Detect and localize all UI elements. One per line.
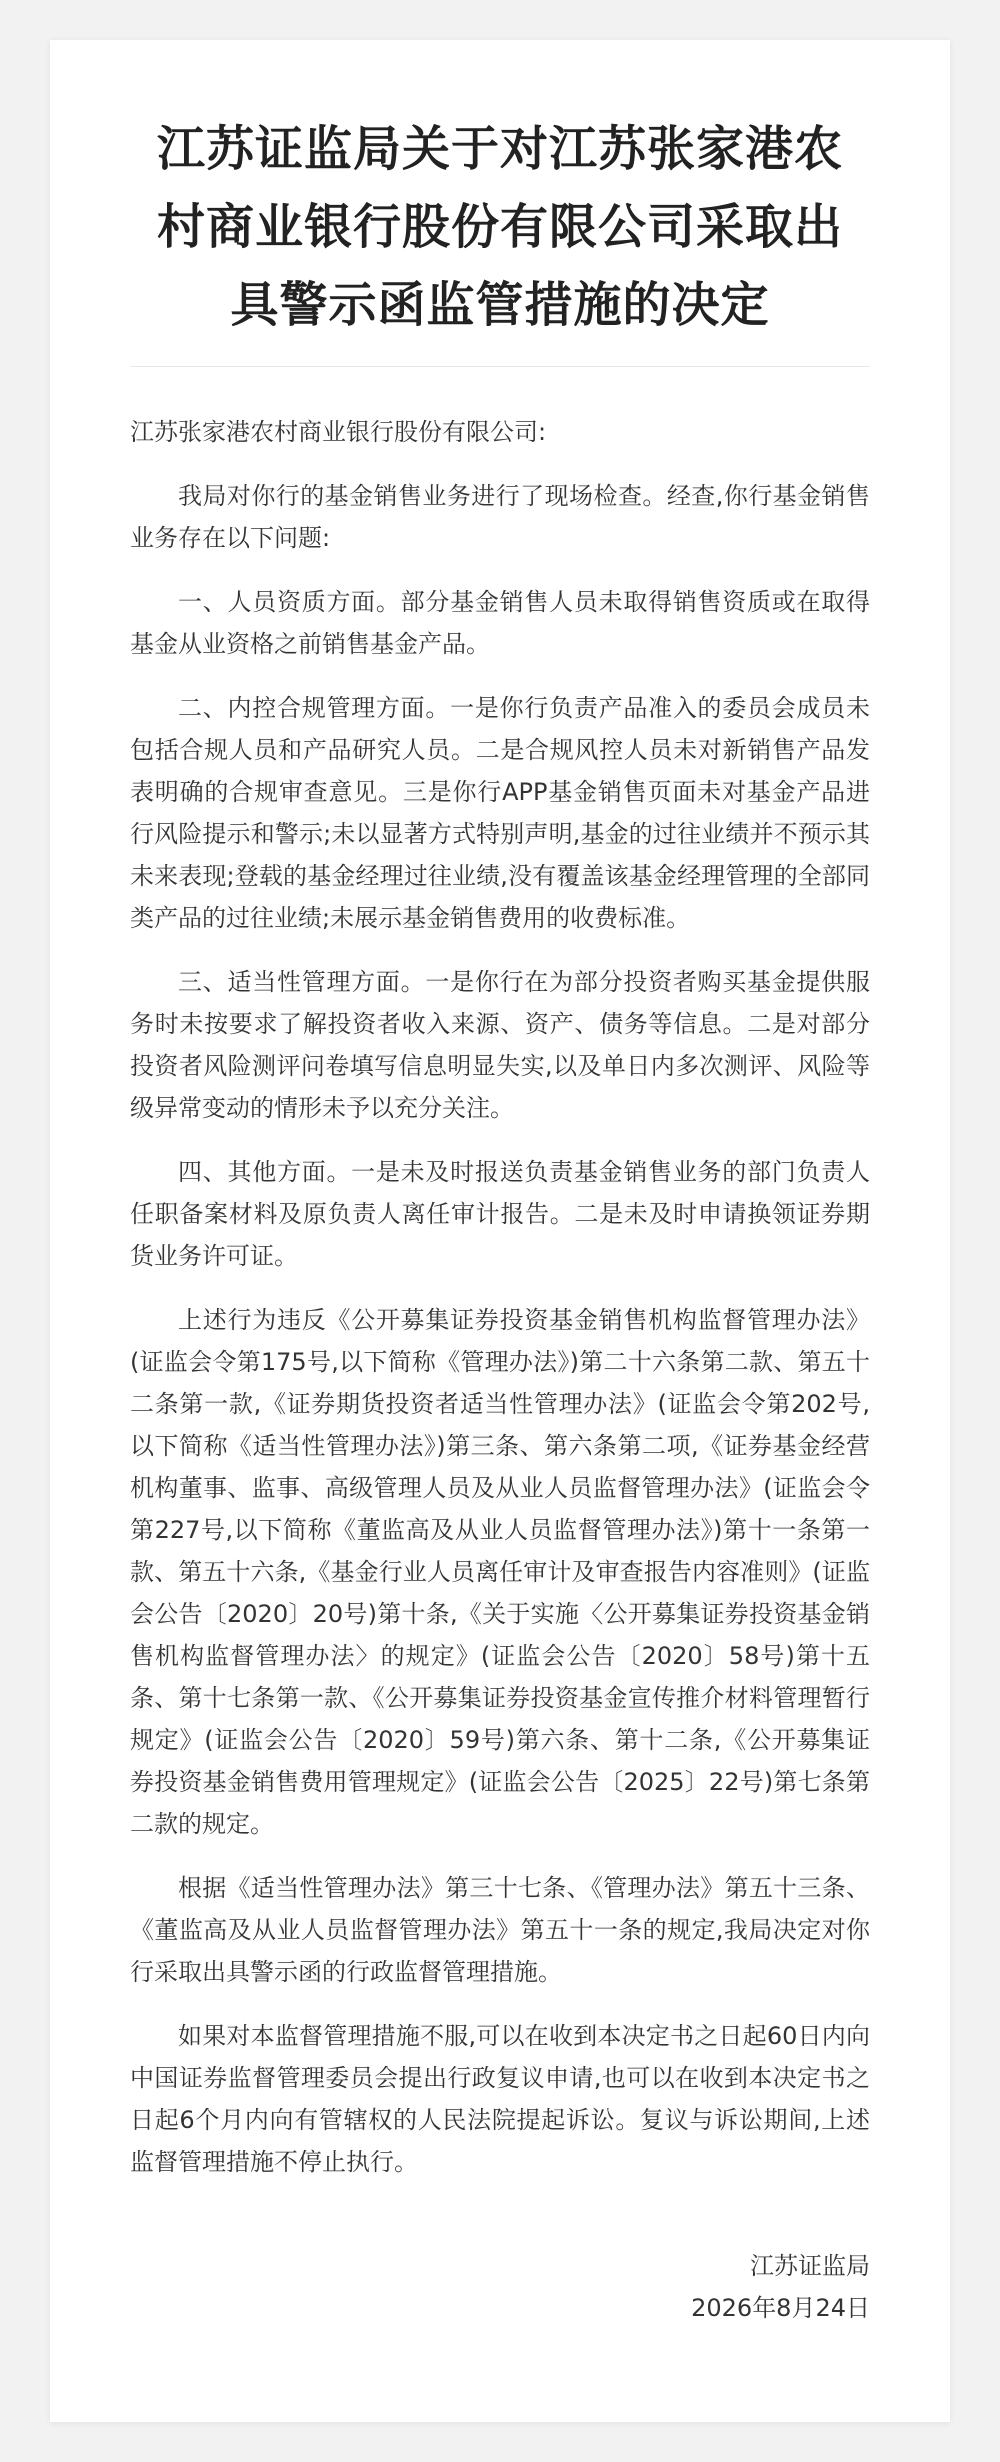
paragraph-intro: 我局对你行的基金销售业务进行了现场检查。经查,你行基金销售业务存在以下问题:	[130, 482, 870, 552]
issue-date: 2026年8月24日	[691, 2294, 870, 2322]
document-title: 江苏证监局关于对江苏张家港农村商业银行股份有限公司采取出具警示函监管措施的决定	[156, 121, 843, 333]
paragraph-decision: 根据《适当性管理办法》第三十七条、《管理办法》第五十三条、《董监高及从业人员监督管理办法》第五十一条的规定,我局决定对你行采取出具警示函的行政监督管理措施。	[130, 1874, 870, 1986]
paragraph-issue-qualification: 一、人员资质方面。部分基金销售人员未取得销售资质或在取得基金从业资格之前销售基金产品。	[130, 588, 870, 658]
paragraph-issue-compliance: 二、内控合规管理方面。一是你行负责产品准入的委员会成员未包括合规人员和产品研究人员。二是合规风控人员未对新销售产品发表明确的合规审查意见。三是你行APP基金销售页面未对基金产品进行风险提示和警示;未以显著方式特别声明,基金的过往业绩并不预示其未来表现;登载的基金经理过往业绩,没有覆盖该基金经理管理的全部同类产品的过往业绩;未展示基金销售费用的收费标准。	[130, 694, 870, 932]
issuer-name: 江苏证监局	[750, 2252, 870, 2280]
signature-block	[130, 2245, 870, 2329]
title-divider	[130, 366, 870, 367]
paragraph-issue-other: 四、其他方面。一是未及时报送负责基金销售业务的部门负责人任职备案材料及原负责人离任审计报告。二是未及时申请换领证券期货业务许可证。	[130, 1158, 870, 1270]
paragraph-issue-suitability: 三、适当性管理方面。一是你行在为部分投资者购买基金提供服务时未按要求了解投资者收入来源、资产、债务等信息。二是对部分投资者风险测评问卷填写信息明显失实,以及单日内多次测评、风险等级异常变动的情形未予以充分关注。	[130, 968, 870, 1122]
addressee: 江苏张家港农村商业银行股份有限公司:	[130, 418, 547, 446]
paragraph-violations: 上述行为违反《公开募集证券投资基金销售机构监督管理办法》(证监会令第175号,以下简称《管理办法》)第二十六条第二款、第五十二条第一款,《证券期货投资者适当性管理办法》(证监会令第202号,以下简称《适当性管理办法》)第三条、第六条第二项,《证券基金经营机构董事、监事、高级管理人员及从业人员监督管理办法》(证监会令第227号,以下简称《董监高及从业人员监督管理办法》)第十一条第一款、第五十六条,《基金行业人员离任审计及审查报告内容准则》(证监会公告〔2020〕20号)第十条,《关于实施〈公开募集证券投资基金销售机构监督管理办法〉的规定》(证监会公告〔2020〕58号)第十五条、第十七条第一款、《公开募集证券投资基金宣传推介材料管理暂行规定》(证监会公告〔2020〕59号)第六条、第十二条,《公开募集证券投资基金销售费用管理规定》(证监会公告〔2025〕22号)第七条第二款的规定。	[130, 1306, 870, 1838]
paragraph-appeal: 如果对本监督管理措施不服,可以在收到本决定书之日起60日内向中国证券监督管理委员会提出行政复议申请,也可以在收到本决定书之日起6个月内向有管辖权的人民法院提起诉讼。复议与诉讼期间,上述监督管理措施不停止执行。	[130, 2022, 870, 2176]
document-page	[50, 40, 950, 2422]
